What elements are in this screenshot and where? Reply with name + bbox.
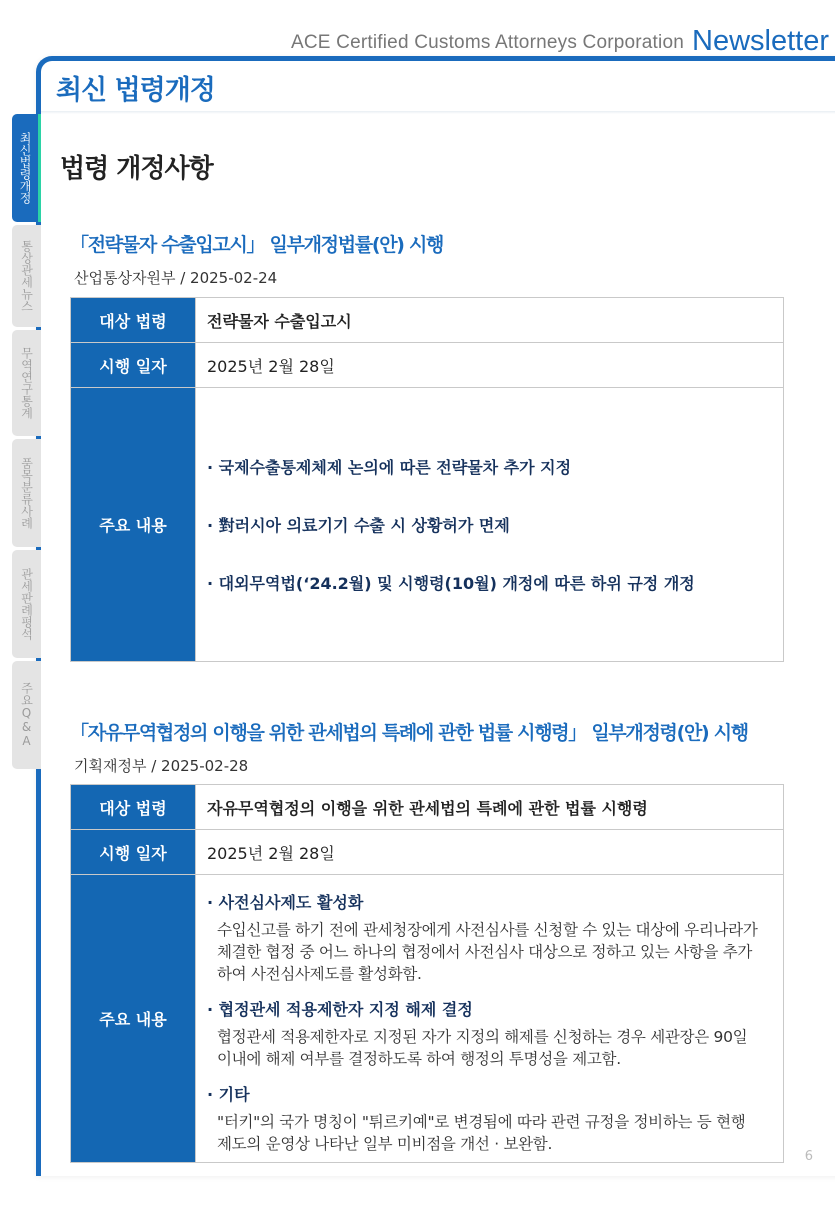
table-row: [71, 343, 784, 388]
bullet-item: · 대외무역법(‘24.2월) 및 시행령(10월) 개정에 따른 하위 규정 개정: [207, 574, 695, 593]
title-divider: [41, 111, 835, 114]
table-row: [71, 830, 784, 875]
side-tab-label: 주요Q&A: [19, 682, 34, 748]
side-tab-label: 통상관세뉴스: [19, 240, 34, 312]
effective-date-value: 2025년 2월 28일: [196, 343, 784, 388]
side-tab-bar: [12, 114, 41, 772]
newsletter-header: [291, 20, 829, 56]
side-tab-latest-laws[interactable]: [12, 114, 41, 222]
side-tab-label: 최신법령개정: [18, 132, 32, 204]
side-tab-classification-cases[interactable]: [12, 439, 41, 547]
law-meta: 기획재정부 / 2025-02-28: [74, 757, 249, 775]
detail-block: [207, 1082, 763, 1155]
content-heading: 법령 개정사항: [60, 154, 213, 184]
section-title: 최신 법령개정: [56, 75, 215, 106]
side-tab-trade-news[interactable]: [12, 225, 41, 327]
side-tab-label: 품목분류사례: [19, 457, 34, 529]
law-table: [70, 784, 784, 1163]
side-tab-trade-research[interactable]: [12, 330, 41, 436]
law-title: 「전략물자 수출입고시」 일부개정법률(안) 시행: [70, 234, 444, 256]
bullet-item: · 對러시아 의료기기 수출 시 상황허가 면제: [207, 516, 510, 535]
detail-body: 수입신고를 하기 전에 관세청장에게 사전심사를 신청할 수 있는 대상에 우리나라가 체결한 협정 중 어느 하나의 협정에서 사전심사 대상으로 정하고 있는 사항을 추가하여 사전심사제도를 활성화함.: [217, 921, 758, 983]
table-row: [71, 875, 784, 1163]
row-header: 대상 법령: [71, 785, 196, 830]
page-number: 6: [804, 1149, 813, 1164]
law-title: 「자유무역협정의 이행을 위한 관세법의 특례에 관한 법률 시행령」 일부개정령(안) 시행: [70, 722, 748, 744]
target-law-value: 자유무역협정의 이행을 위한 관세법의 특례에 관한 법률 시행령: [196, 785, 784, 830]
side-tab-case-reviews[interactable]: [12, 550, 41, 658]
side-tab-label: 관세판례평석: [19, 568, 34, 640]
main-content-cell: [196, 388, 784, 662]
row-header: 시행 일자: [71, 343, 196, 388]
company-name: ACE Certified Customs Attorneys Corporation: [291, 32, 684, 53]
side-tab-label: 무역연구통계: [19, 347, 34, 419]
row-header: 시행 일자: [71, 830, 196, 875]
side-tab-qna[interactable]: [12, 661, 41, 769]
table-row: [71, 388, 784, 662]
effective-date-value: 2025년 2월 28일: [196, 830, 784, 875]
law-meta: 산업통상자원부 / 2025-02-24: [74, 269, 278, 287]
detail-title: · 사전심사제도 활성화: [207, 893, 364, 912]
row-header: 주요 내용: [71, 875, 196, 1163]
detail-body: 협정관세 적용제한자로 지정된 자가 지정의 해제를 신청하는 경우 세관장은 90일 이내에 해제 여부를 결정하도록 하여 행정의 투명성을 제고함.: [217, 1028, 748, 1068]
main-content-cell: [196, 875, 784, 1163]
row-header: 대상 법령: [71, 298, 196, 343]
newsletter-label: Newsletter: [692, 25, 829, 57]
bullet-item: · 국제수출통제체제 논의에 따른 전략물차 추가 지정: [207, 458, 572, 477]
table-row: [71, 785, 784, 830]
target-law-value: 전략물자 수출입고시: [196, 298, 784, 343]
table-row: [71, 298, 784, 343]
detail-body: "터키"의 국가 명칭이 "튀르키예"로 변경됨에 따라 관련 규정을 정비하는 등 현행 제도의 운영상 나타난 일부 미비점을 개선 · 보완함.: [217, 1113, 746, 1153]
detail-block: [207, 997, 763, 1070]
detail-block: [207, 890, 763, 985]
detail-title: · 협정관세 적용제한자 지정 해제 결정: [207, 1000, 473, 1019]
detail-title: · 기타: [207, 1085, 250, 1104]
law-table: [70, 297, 784, 662]
row-header: 주요 내용: [71, 388, 196, 662]
